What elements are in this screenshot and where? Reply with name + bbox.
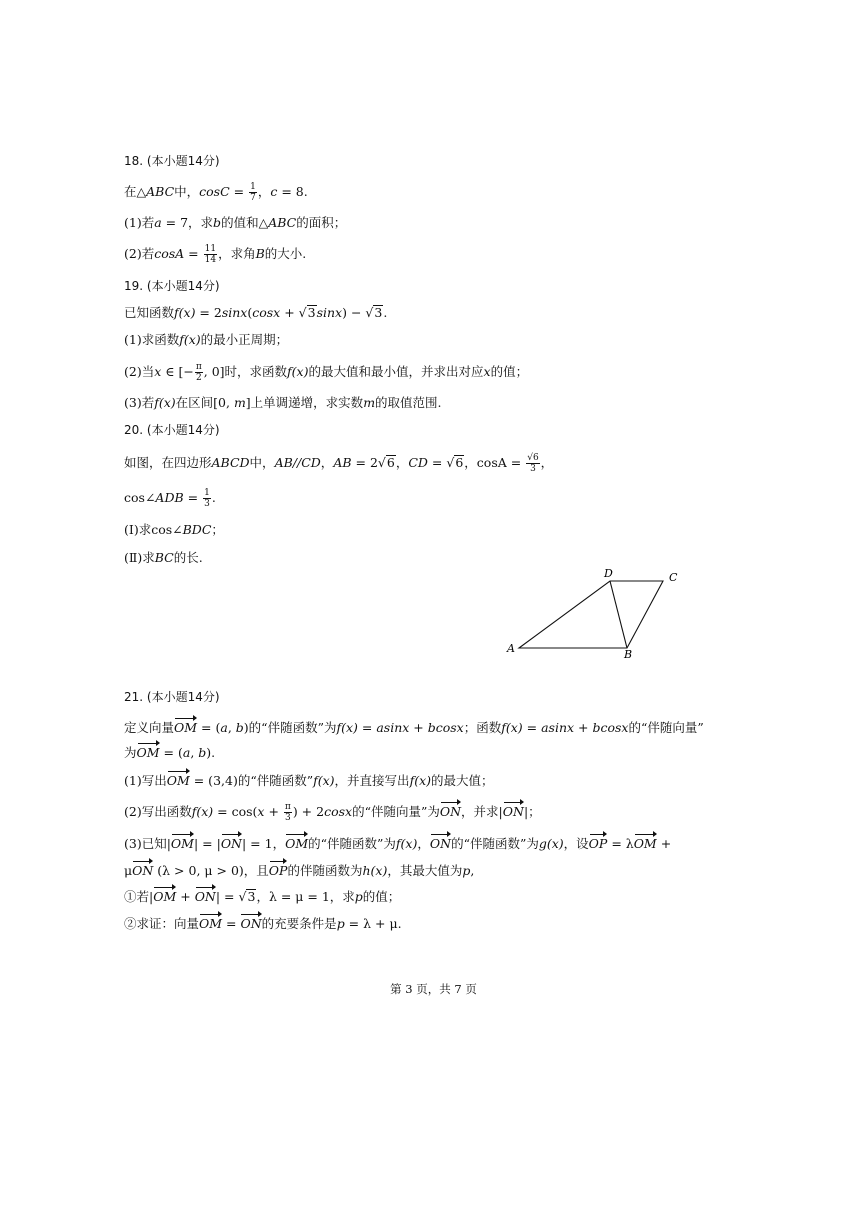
quadrilateral-abcd — [519, 581, 663, 648]
page-footer: 第 3 页，共 7 页 — [390, 982, 477, 996]
quadrilateral-figure — [500, 566, 690, 666]
q20-statement-line1: 如图，在四边形ABCD中，AB//CD，AB = 2√6，CD = √6，cosA = $\frac{√6}{3}$ ， — [124, 453, 554, 474]
q18-statement: 在△ABC中，cosC = $\frac{1}{7}$ ，c = 8. — [124, 182, 308, 203]
vertex-label-c: C — [669, 571, 678, 584]
q21-part3-line2: μON (λ > 0, μ > 0)，且OP的伴随函数为h(x)，其最大值为p, — [124, 859, 474, 880]
q19-header: 19. (本小题14分) — [124, 279, 220, 293]
q20-header: 20. (本小题14分) — [124, 423, 220, 437]
q19-definition: 已知函数f(x) = 2sinx(cosx + √3sinx) − √3. — [124, 305, 388, 320]
q19-part3: (3)若f(x)在区间[0, m]上单调递增，求实数m的取值范围. — [124, 395, 442, 410]
vertex-label-b: B — [624, 648, 633, 661]
q21-part3-line1: (3)已知|OM| = |ON| = 1，OM的“伴随函数”为f(x)，ON的“伴随函数”为g(x)，设OP = λOM + — [124, 832, 671, 853]
q21-part1: (1)写出OM = (3,4)的“伴随函数”f(x)，并直接写出f(x)的最大值； — [124, 769, 494, 790]
fraction: $\frac{1}{7}$ — [250, 182, 256, 203]
fraction: $\frac{\pi}{2}$ — [195, 362, 202, 383]
q21-part2: (2)写出函数f(x) = cos(x + $\frac{\pi}{3}$ ) + 2cosx的“伴随向量”为ON，并求|ON|； — [124, 802, 541, 823]
q21-subpart1: ①若|OM + ON| = √3，λ = μ = 1，求p的值； — [124, 885, 400, 906]
diagonal-db — [610, 581, 627, 648]
q20-part2: (Ⅱ)求BC的长. — [124, 550, 203, 565]
fraction: $\frac{11}{14}$ — [204, 244, 217, 265]
q20-part1: (Ⅰ)求cos∠BDC； — [124, 522, 224, 537]
fraction: $\frac{√6}{3}$ — [527, 453, 539, 474]
fraction: $\frac{1}{3}$ — [204, 488, 210, 509]
q18-part1: (1)若a = 7，求b的值和△ABC的面积； — [124, 215, 347, 230]
vertex-label-a: A — [507, 642, 515, 655]
q19-part1: (1)求函数f(x)的最小正周期； — [124, 332, 289, 347]
q20-statement-line2: cos∠ADB = $\frac{1}{3}$ . — [124, 488, 216, 509]
vertex-label-d: D — [604, 567, 613, 580]
q21-definition-line1: 定义向量OM = (a, b)的“伴随函数”为f(x) = asinx + bcosx；函数f(x) = asinx + bcosx的“伴随向量” — [124, 716, 704, 737]
q19-part2: (2)当x ∈ [− $\frac{\pi}{2}$ , 0]时，求函数f(x)的最大值和最小值，并求出对应x的值； — [124, 362, 529, 383]
q21-header: 21. (本小题14分) — [124, 690, 220, 704]
q21-definition-line2: 为OM = (a, b). — [124, 741, 215, 762]
q18-header: 18. (本小题14分) — [124, 154, 220, 168]
fraction: $\frac{\pi}{3}$ — [284, 802, 291, 823]
q18-part2: (2)若cosA = $\frac{11}{14}$ ，求角B的大小. — [124, 244, 307, 265]
q21-subpart2: ②求证：向量OM = ON的充要条件是p = λ + μ. — [124, 912, 402, 933]
